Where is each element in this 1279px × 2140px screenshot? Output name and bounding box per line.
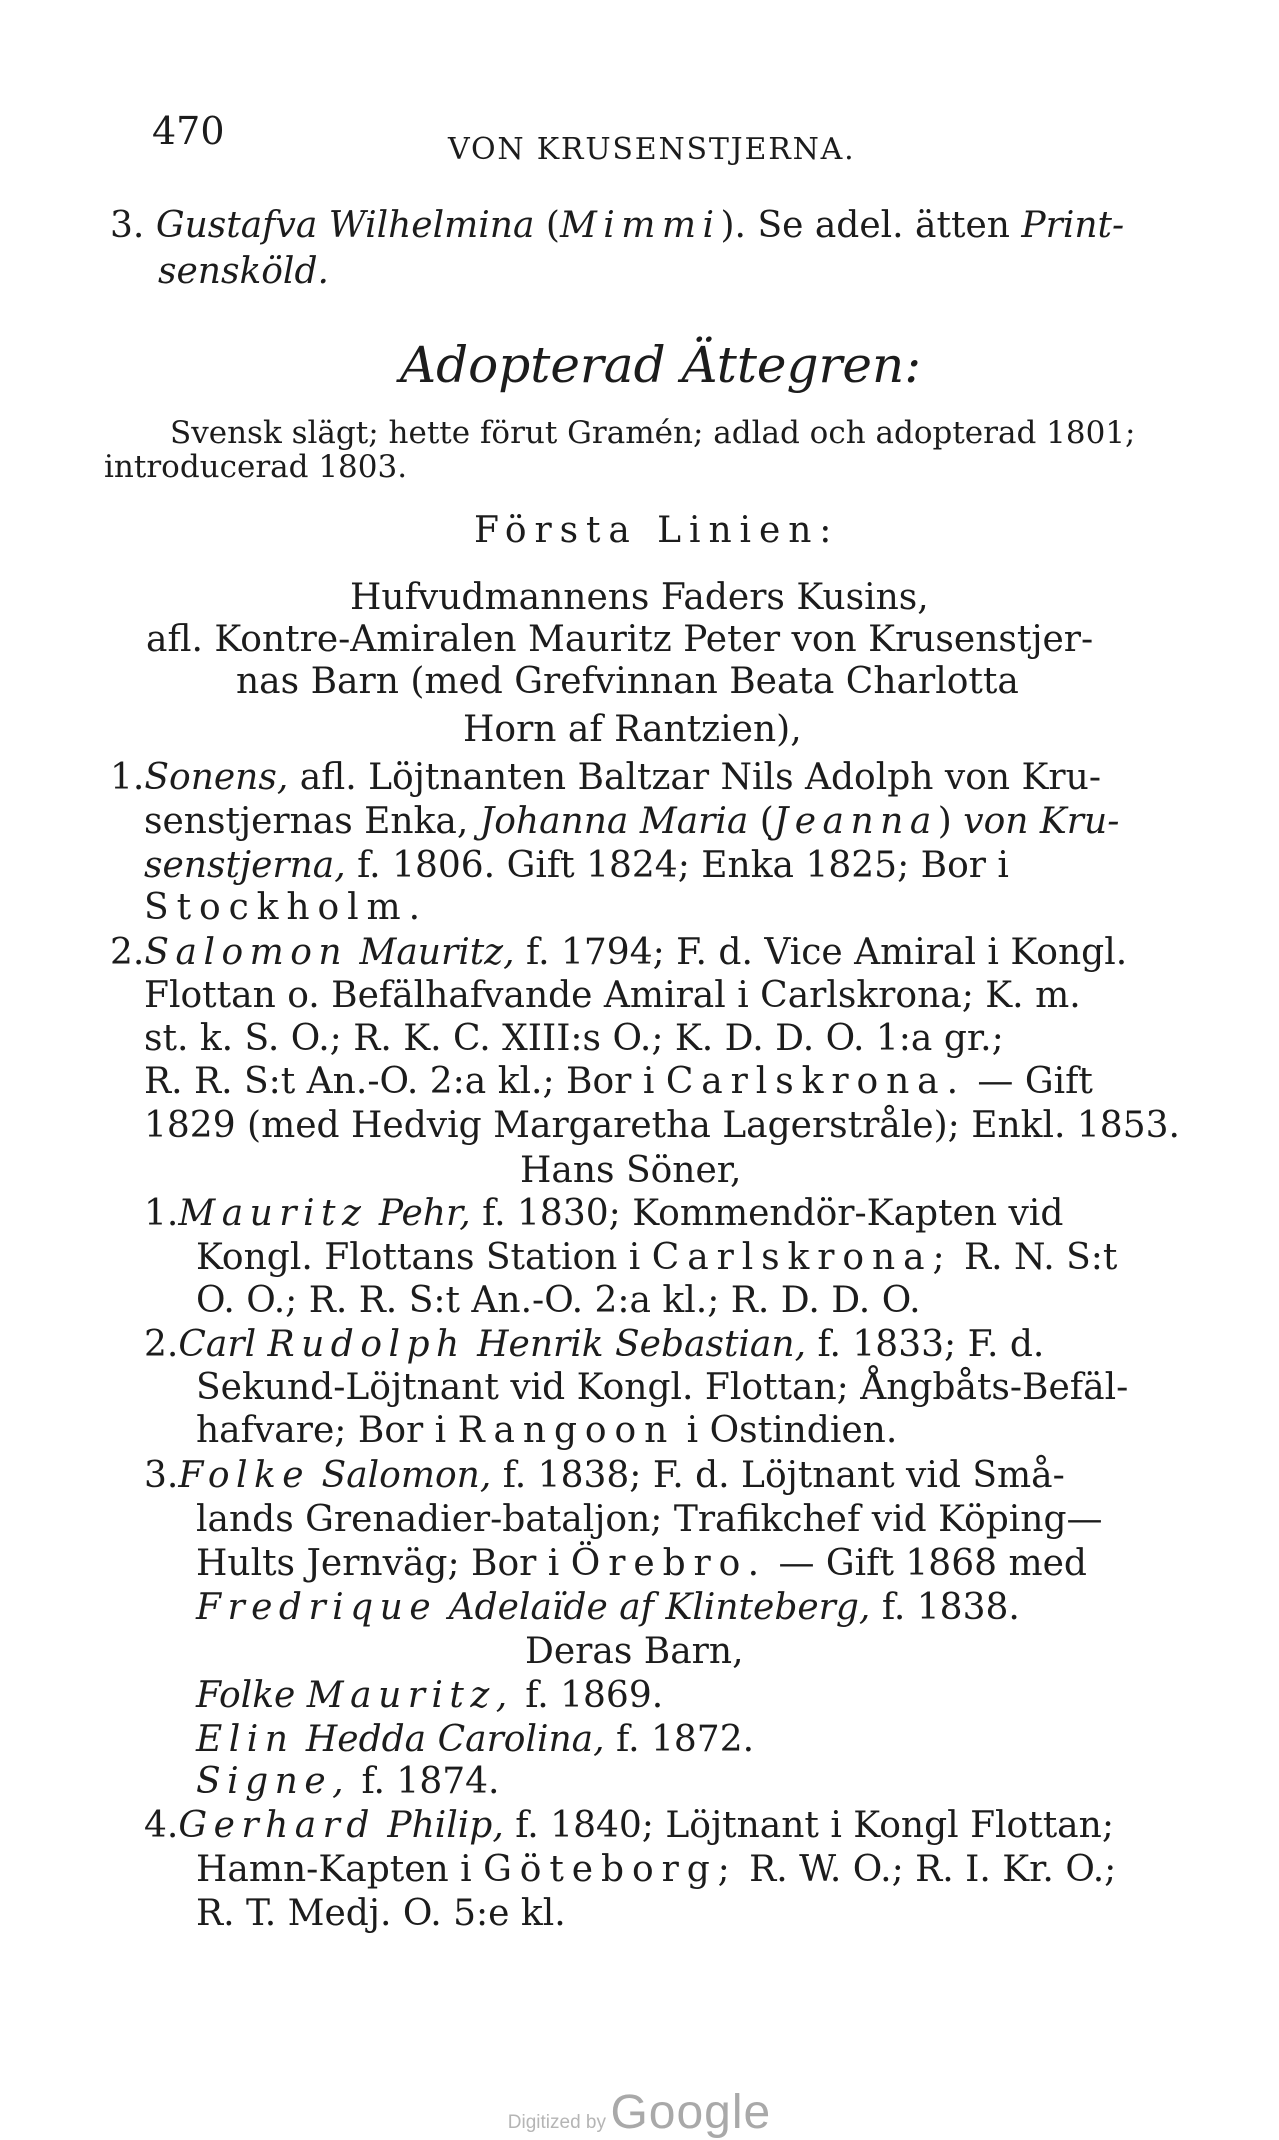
google-logo: Google [610,2086,772,2139]
linie-heading: Första Linien: [474,510,840,551]
entry-number: 3. [110,205,145,246]
page-number: 470 [152,109,225,153]
children-heading: Deras Barn, [525,1631,744,1672]
running-title: VON KRUSENSTJERNA. [448,132,856,167]
digitized-footer [0,2085,1279,2140]
person-name: Gustafva Wilhelmina [155,205,535,246]
sons-heading: Hans Söner, [520,1150,742,1191]
entry-text: Se adel. ätten [757,205,1010,246]
reference-cont: sensköld. [158,251,329,292]
nickname: Mimmi [559,205,721,246]
reference: Print- [1021,205,1125,246]
digitized-label: Digitized by [507,2112,606,2133]
section-title: Adopterad Ättegren: [400,336,922,394]
